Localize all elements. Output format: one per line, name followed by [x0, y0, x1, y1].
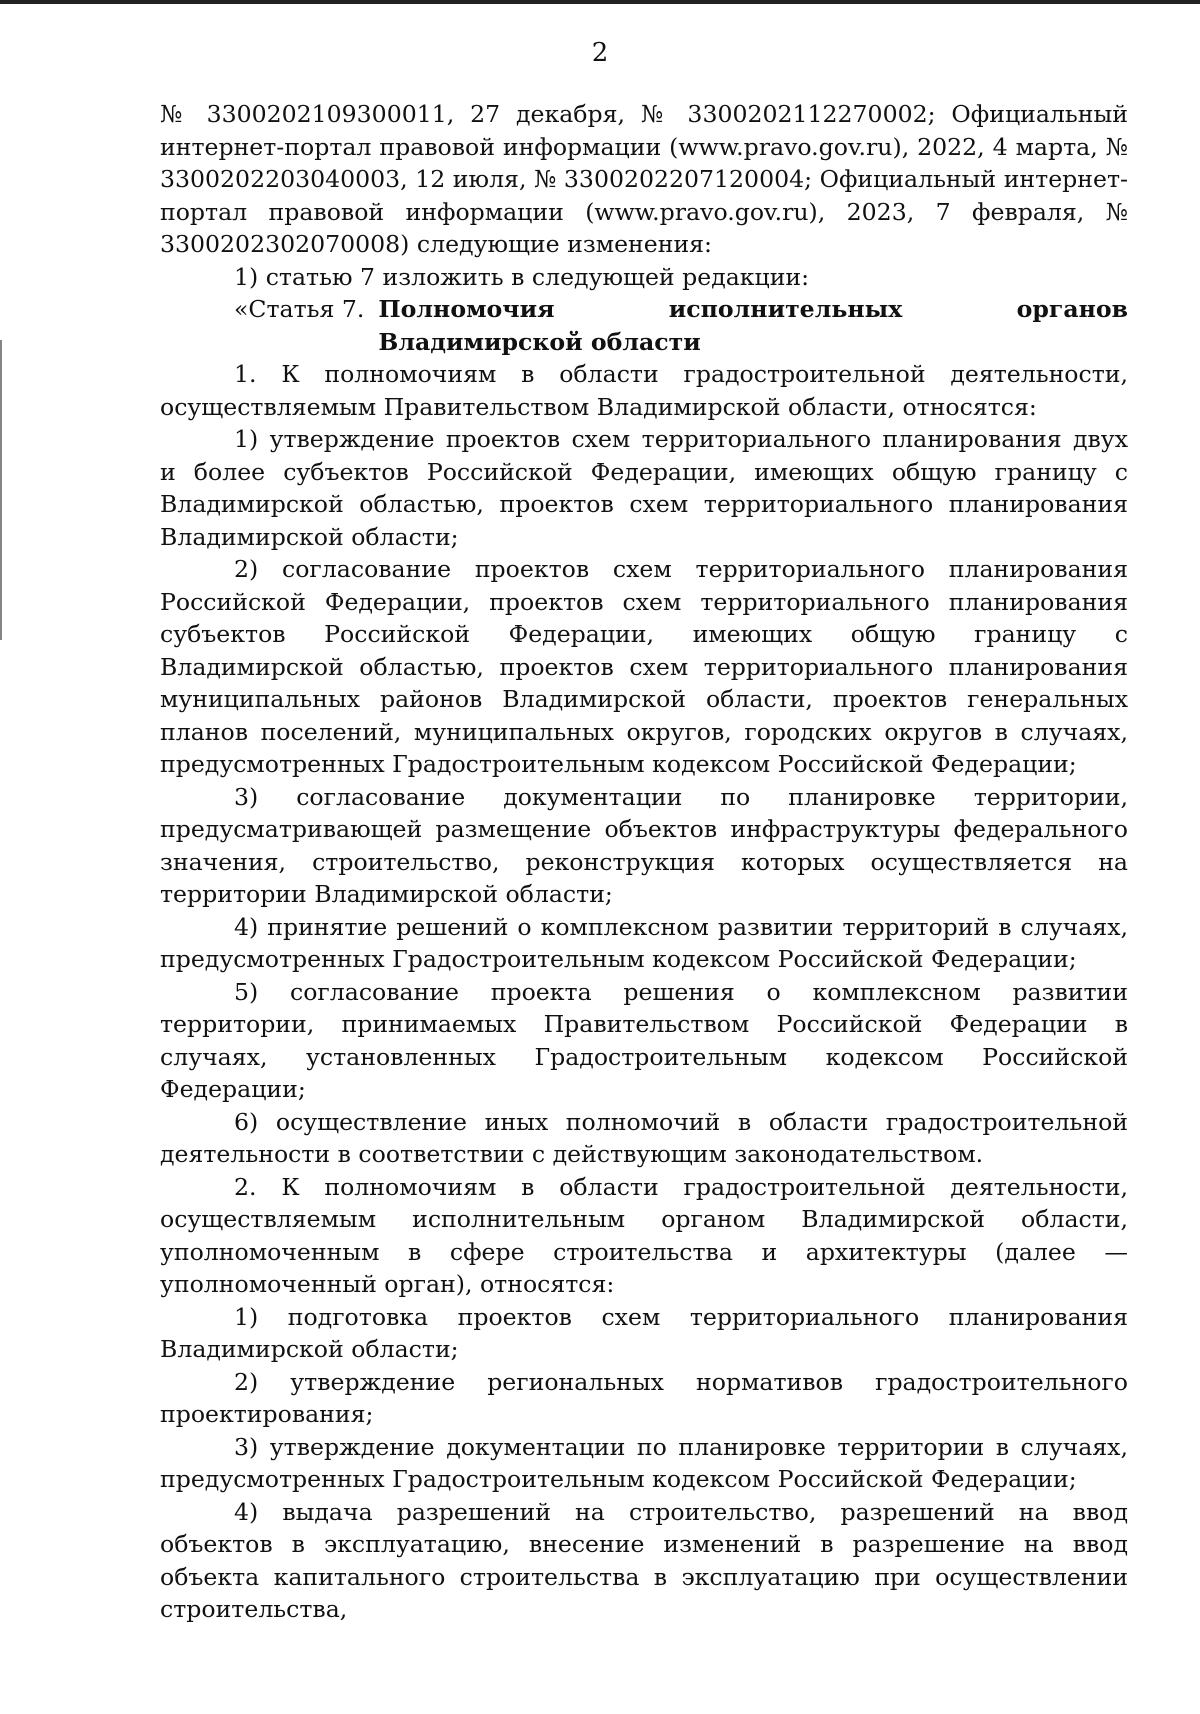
article-title: Полномочия исполнительных органов Владимирской области	[378, 295, 1128, 356]
clause-2-intro: 2. К полномочиям в области градостроительной деятельности, осуществляемым исполнительным органом Владимирской области, уполномоченным в сфере строительства и архитектуры (далее — уполномоченный орган), относятся:	[160, 1172, 1128, 1298]
document-body	[160, 98, 1128, 1626]
intro-paragraph: № 3300202109300011, 27 декабря, № 3300202112270002; Официальный интернет-портал правовой информации (www.pravo.gov.ru), 2022, 4 марта, № 3300202203040003, 12 июля, № 3300202207120004; Официальный интернет-портал правовой информации (www.pravo.gov.ru), 2023, 7 февраля, № 3300202302070008) следующие изменения:	[160, 100, 1128, 258]
clause-1-item-5: 5) согласование проекта решения о комплексном развитии территории, принимаемых Правительством Российской Федерации в случаях, установленных Градостроительным кодексом Российской Федерации;	[160, 977, 1128, 1103]
clause-1-intro: 1. К полномочиям в области градостроительной деятельности, осуществляемым Правительством Владимирской области, относятся:	[160, 360, 1128, 421]
clause-1-item-2: 2) согласование проектов схем территориального планирования Российской Федерации, проектов схем территориального планирования субъектов Российской Федерации, имеющих общую границу с Владимирской областью, проектов схем территориального планирования муниципальных районов Владимирской области, проектов генеральных планов поселений, муниципальных округов, городских округов в случаях, предусмотренных Градостроительным кодексом Российской Федерации;	[160, 555, 1128, 778]
article-label: «Статья 7.	[234, 295, 365, 323]
amendment-item-1: 1) статью 7 изложить в следующей редакции:	[234, 262, 810, 291]
clause-2-item-4: 4) выдача разрешений на строительство, разрешений на ввод объектов в эксплуатацию, внесение изменений в разрешение на ввод объекта капитального строительства в эксплуатацию при осуществлении строительства,	[160, 1497, 1128, 1623]
page-number: 2	[591, 38, 609, 68]
article-heading	[160, 293, 1128, 358]
scan-top-border	[0, 0, 1200, 4]
clause-2-item-2: 2) утверждение региональных нормативов градостроительного проектирования;	[160, 1367, 1128, 1428]
clause-1-item-6: 6) осуществление иных полномочий в области градостроительной деятельности в соответствии с действующим законодательством.	[160, 1107, 1128, 1168]
clause-1-item-3: 3) согласование документации по планировке территории, предусматривающей размещение объектов инфраструктуры федерального значения, строительство, реконструкция которых осуществляется на территории Владимирской области;	[160, 782, 1128, 908]
clause-2-item-1: 1) подготовка проектов схем территориального планирования Владимирской области;	[160, 1302, 1128, 1363]
clause-2-item-3: 3) утверждение документации по планировке территории в случаях, предусмотренных Градостроительным кодексом Российской Федерации;	[160, 1432, 1128, 1493]
clause-1-item-1: 1) утверждение проектов схем территориального планирования двух и более субъектов Российской Федерации, имеющих общую границу с Владимирской областью, проектов схем территориального планирования Владимирской области;	[160, 425, 1128, 551]
clause-1-item-4: 4) принятие решений о комплексном развитии территорий в случаях, предусмотренных Градостроительным кодексом Российской Федерации;	[160, 912, 1128, 973]
scan-binding-marks	[0, 340, 5, 640]
